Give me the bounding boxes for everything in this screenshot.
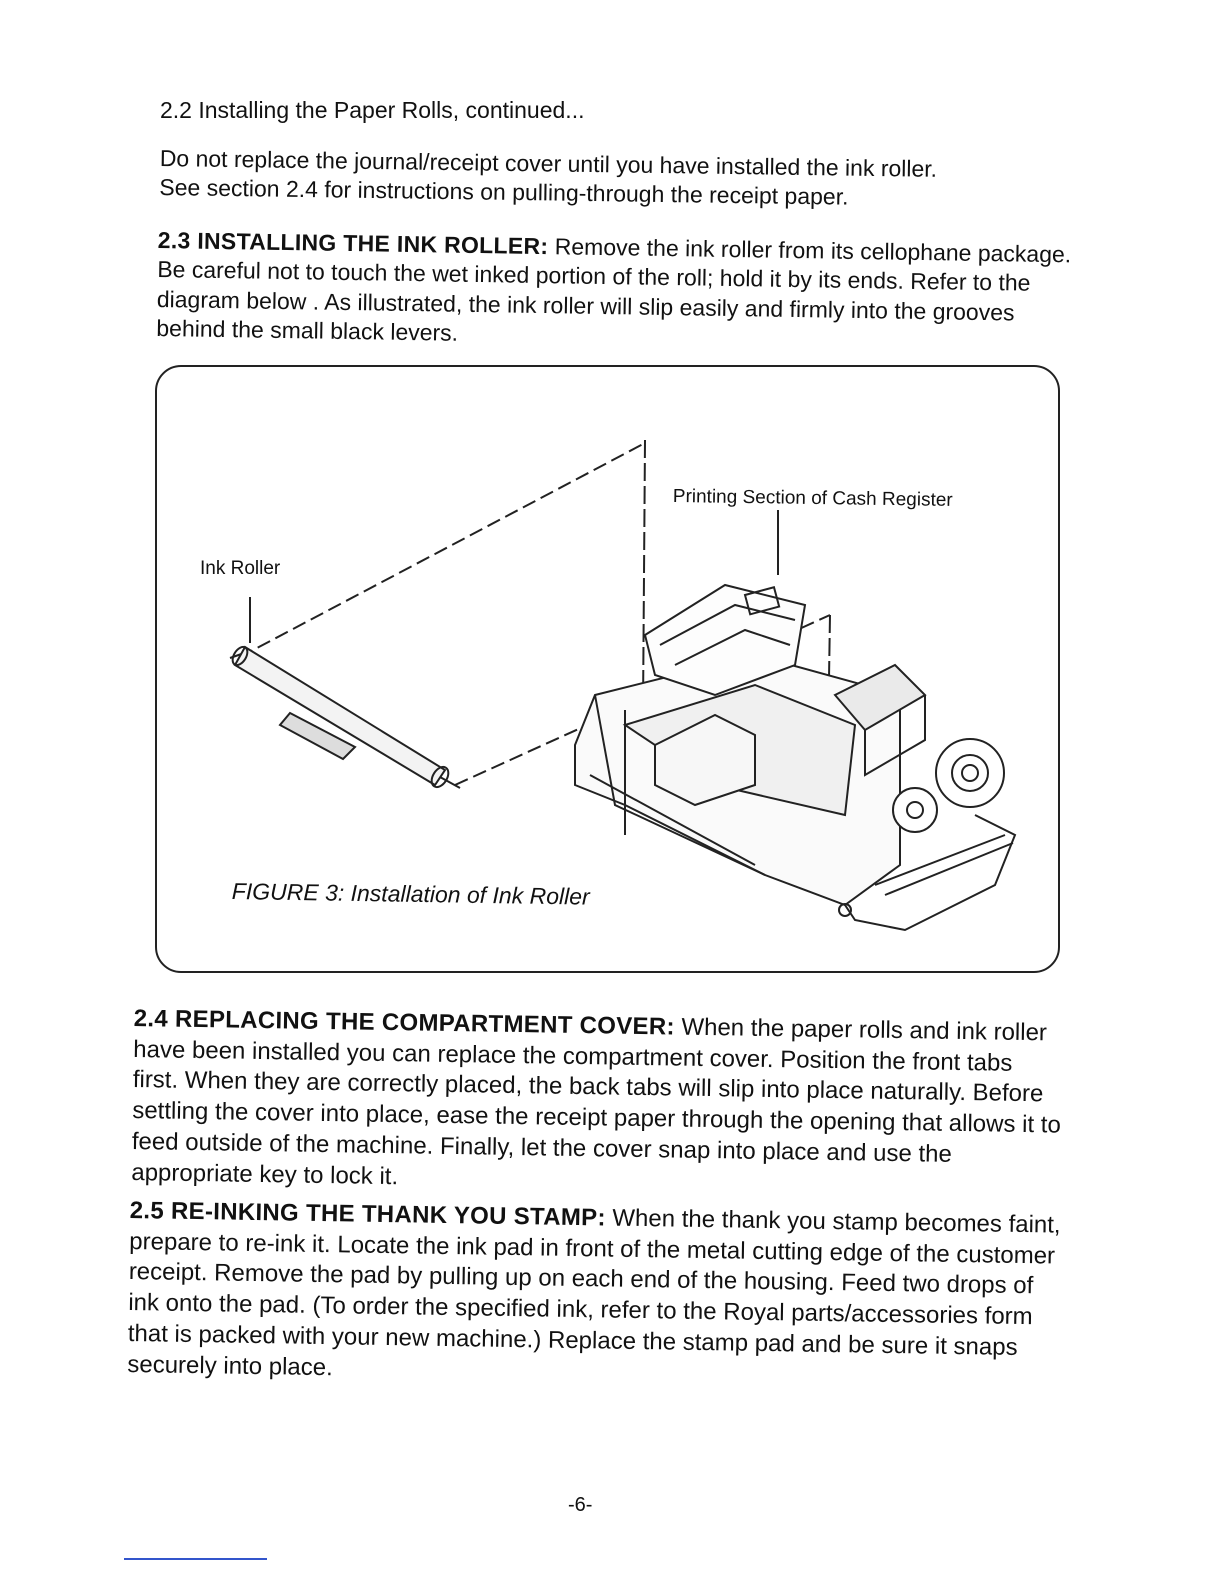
continued-heading: 2.2 Installing the Paper Rolls, continued...: [160, 97, 585, 123]
section-2-3-heading: 2.3 INSTALLING THE INK ROLLER:: [157, 226, 549, 260]
section-2-5: [127, 1196, 1065, 1395]
note-line-1: Do not replace the journal/receipt cover until you have installed the ink roller.: [159, 144, 938, 182]
projection-vertical: [643, 440, 645, 710]
projection-line-top: [240, 443, 645, 657]
figure-caption: FIGURE 3: Installation of Ink Roller: [231, 878, 590, 910]
page-number: -6-: [568, 1494, 593, 1516]
printer-mechanism: [575, 585, 1015, 930]
bottom-rule: [124, 1558, 267, 1560]
note-line-2: See section 2.4 for instructions on pulling-through the receipt paper.: [159, 174, 849, 211]
section-2-5-body: When the thank you stamp becomes faint, prepare to re-ink it. Locate the ink pad in front of the metal cutting edge of the customer receipt. Remove the pad by pulling up on each end of the housing. Feed two drops of ink onto the pad. (To order the specified ink, refer to the Royal parts/accessories form that is packed with your new machine.) Replace the stamp pad and be sure it snaps securely into place.: [127, 1204, 1061, 1381]
section-2-2-note: [159, 144, 1080, 216]
printing-section-label: Printing Section of Cash Register: [672, 486, 953, 511]
section-2-5-heading: 2.5 RE-INKING THE THANK YOU STAMP:: [129, 1196, 606, 1232]
section-2-3: [156, 226, 1078, 358]
ink-roller-shape: [230, 644, 460, 790]
ink-roller-label: Ink Roller: [200, 558, 281, 579]
section-2-4-body: When the paper rolls and ink roller have been installed you can replace the compartment cover. Position the front tabs first. When they are correctly placed, the back tabs will slip into place naturally. Before settling the cover into place, ease the receipt paper through the opening that allows it to feed outside of the machine. Finally, let the cover snap into place and use the appropriate key to lock it.: [131, 1013, 1062, 1190]
section-2-4-heading: 2.4 REPLACING THE COMPARTMENT COVER:: [133, 1004, 675, 1041]
section-2-3-body: Remove the ink roller from its cellophane package. Be careful not to touch the wet inked portion of the roll; hold it by its ends. Refer to the diagram below . As illustrated, the ink roller will slip easily and firmly into the grooves behind the small black levers.: [156, 233, 1072, 347]
section-2-4: [131, 1004, 1064, 1203]
